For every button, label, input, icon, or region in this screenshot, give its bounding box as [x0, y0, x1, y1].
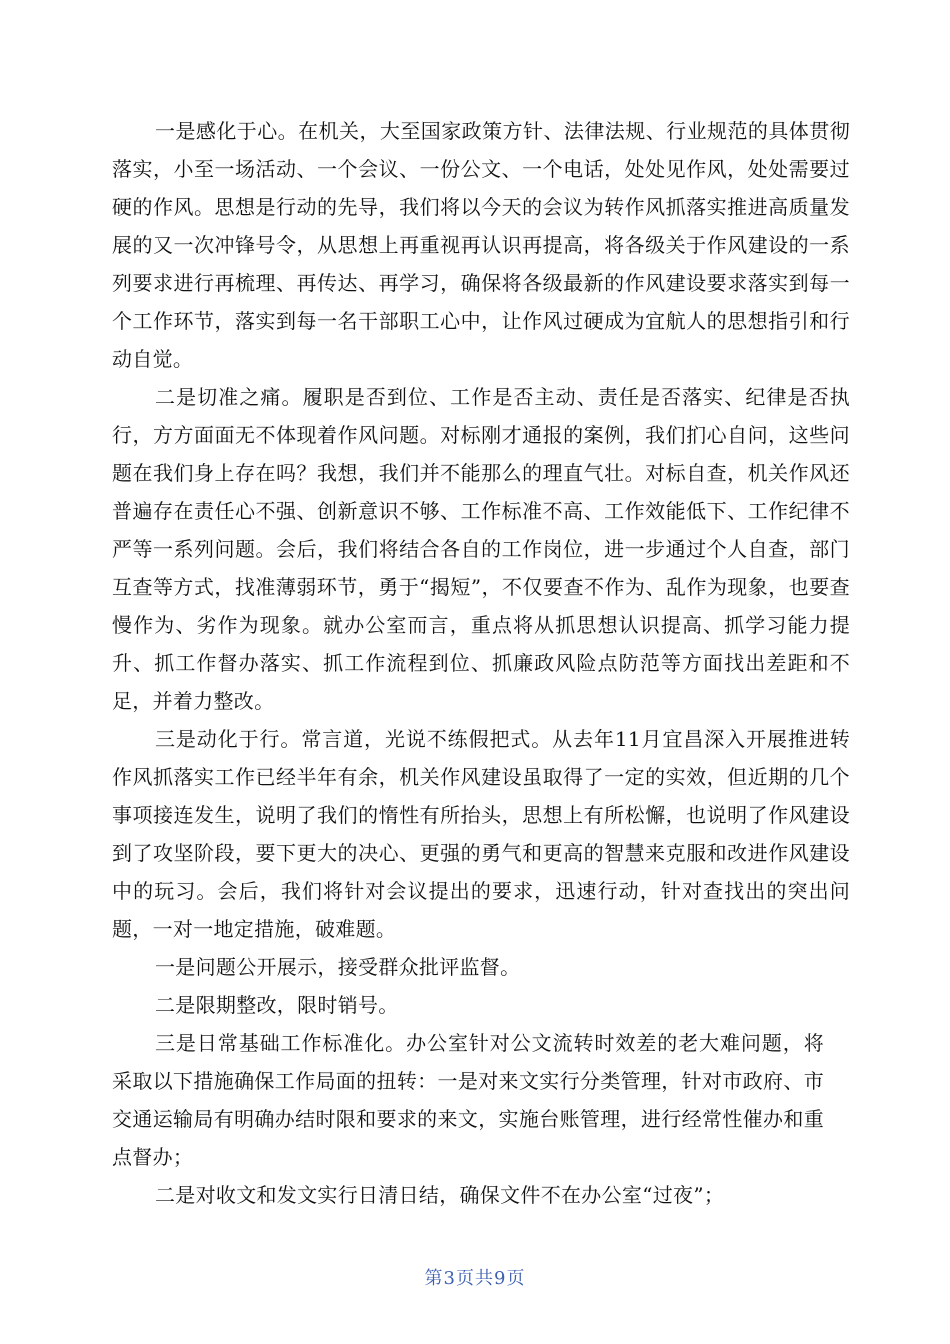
- paragraph-2: 二是切准之痛。履职是否到位、工作是否主动、责任是否落实、纪律是否执行，方方面面无不体现着作风问题。对标刚才通报的案例，我们扪心自问，这些问题在我们身上存在吗？我想，我们并不能那么的理直气壮。对标自查，机关作风还普遍存在责任心不强、创新意识不够、工作标准不高、工作效能低下、工作纪律不严等一系列问题。会后，我们将结合各自的工作岗位，进一步通过个人自查，部门互查等方式，找准薄弱环节，勇于“揭短”，不仅要查不作为、乱作为现象，也要查慢作为、劣作为现象。就办公室而言，重点将从抓思想认识提高、抓学习能力提升、抓工作督办落实、抓工作流程到位、抓廉政风险点防范等方面找出差距和不足，并着力整改。: [112, 385, 850, 713]
- paragraph-6: 三是日常基础工作标准化。办公室针对公文流转时效差的老大难问题，将采取以下措施确保工作局面的扭转：一是对来文实行分类管理，针对市政府、市交通运输局有明确办结时限和要求的来文，实施台账管理，进行经常性催办和重点督办；: [112, 1031, 824, 1169]
- paragraph-3: 三是动化于行。常言道，光说不练假把式。从去年11月宜昌深入开展推进转作风抓落实工作已经半年有余，机关作风建设虽取得了一定的实效，但近期的几个事项接连发生，说明了我们的惰性有所抬头，思想上有所松懈，也说明了作风建设到了攻坚阶段，要下更大的决心、更强的勇气和更高的智慧来克服和改进作风建设中的玩习。会后，我们将针对会议提出的要求，迅速行动，针对查找出的突出问题，一对一地定措施，破难题。: [112, 727, 850, 941]
- page-number-footer: 第3页共9页: [424, 1268, 526, 1289]
- paragraph-1: 一是感化于心。在机关，大至国家政策方针、法律法规、行业规范的具体贯彻落实，小至一场活动、一个会议、一份公文、一个电话，处处见作风，处处需要过硬的作风。思想是行动的先导，我们将以今天的会议为转作风抓落实推进高质量发展的又一次冲锋号令，从思想上再重视再认识再提高，将各级关于作风建设的一系列要求进行再梳理、再传达、再学习，确保将各级最新的作风建设要求落实到每一个工作环节，落实到每一名干部职工心中，让作风过硬成为宜航人的思想指引和行动自觉。: [112, 119, 850, 371]
- paragraph-5: 二是限期整改，限时销号。: [155, 993, 399, 1017]
- paragraph-4: 一是问题公开展示，接受群众批评监督。: [155, 955, 521, 979]
- document-body: [112, 112, 850, 1214]
- paragraph-7: 二是对收文和发文实行日清日结，确保文件不在办公室“过夜”；: [155, 1183, 725, 1207]
